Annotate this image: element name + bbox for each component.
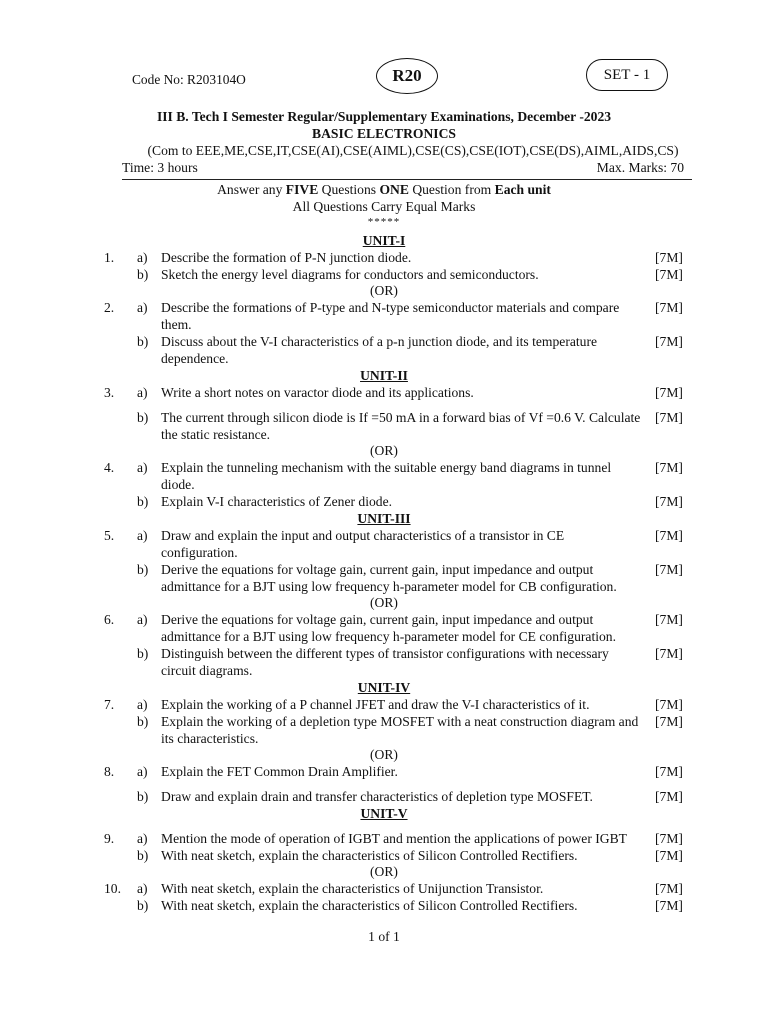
question-part: [0, 561, 768, 595]
instruction-text: Question from: [408, 182, 495, 197]
marks-label: [7M]: [655, 612, 683, 627]
question-text: Explain V-I characteristics of Zener diode.: [161, 494, 393, 509]
question-text: Discuss about the V-I characteristics of a p-n junction diode, and its temperature dependence.: [161, 334, 598, 366]
question-part: [0, 696, 768, 713]
or-separator: (OR): [370, 747, 398, 762]
question-part: [0, 763, 768, 780]
question-text: Explain the FET Common Drain Amplifier.: [161, 764, 398, 779]
part-label: a): [137, 250, 148, 265]
part-label: b): [137, 789, 149, 804]
part-label: b): [137, 898, 149, 913]
question-part: [0, 333, 768, 367]
question-text: Describe the formation of P-N junction diode.: [161, 250, 412, 265]
question-text: Explain the working of a P channel JFET and draw the V-I characteristics of it.: [161, 697, 590, 712]
instruction-emphasis: ONE: [379, 182, 409, 197]
question-part: [0, 266, 768, 283]
question-text: Mention the mode of operation of IGBT and mention the applications of power IGBT: [161, 831, 627, 846]
question-text: Explain the working of a depletion type MOSFET with a neat construction diagram and its characteristics.: [161, 714, 639, 746]
page-footer: 1 of 1: [368, 929, 400, 944]
marks-label: [7M]: [655, 460, 683, 475]
question-part: [0, 611, 768, 645]
marks-label: [7M]: [655, 300, 683, 315]
or-separator: (OR): [370, 595, 398, 610]
questions-section: [0, 232, 768, 914]
question-number: 2.: [104, 300, 115, 315]
subject-title: BASIC ELECTRONICS: [312, 126, 456, 141]
question-text: Describe the formations of P-type and N-type semiconductor materials and compare them.: [161, 300, 620, 332]
code-number: Code No: R203104O: [132, 72, 246, 87]
part-label: a): [137, 300, 148, 315]
question-part: [0, 409, 768, 443]
question-number: 8.: [104, 764, 115, 779]
part-label: b): [137, 410, 149, 425]
marks-label: [7M]: [655, 764, 683, 779]
set-badge: SET - 1: [586, 59, 668, 91]
question-text: The current through silicon diode is If =50 mA in a forward bias of Vf =0.6 V. Calculate the static resistance.: [161, 410, 641, 442]
question-number: 1.: [104, 250, 115, 265]
marks-label: [7M]: [655, 714, 683, 729]
question-text: Derive the equations for voltage gain, current gain, input impedance and output admittance for a BJT using low frequency h-parameter model for CE configuration.: [161, 612, 616, 644]
time-duration: Time: 3 hours: [122, 160, 198, 175]
part-label: a): [137, 460, 148, 475]
part-label: b): [137, 494, 149, 509]
question-part: [0, 459, 768, 493]
exam-title: III B. Tech I Semester Regular/Supplementary Examinations, December -2023: [156, 109, 612, 124]
question-text: Derive the equations for voltage gain, current gain, input impedance and output admittance for a BJT using low frequency h-parameter model for CB configuration.: [161, 562, 617, 594]
marks-label: [7M]: [655, 898, 683, 913]
part-label: a): [137, 764, 148, 779]
question-text: Draw and explain the input and output characteristics of a transistor in CE configuration.: [161, 528, 565, 560]
question-part: [0, 299, 768, 333]
branches-line: (Com to EEE,ME,CSE,IT,CSE(AI),CSE(AIML),CSE(CS),CSE(IOT),CSE(DS),AIML,AIDS,CS): [147, 143, 679, 158]
question-part: [0, 847, 768, 864]
question-number: 10.: [104, 881, 121, 896]
marks-label: [7M]: [655, 881, 683, 896]
marks-label: [7M]: [655, 528, 683, 543]
marks-label: [7M]: [655, 831, 683, 846]
marks-label: [7M]: [655, 494, 683, 509]
unit-heading: UNIT-II: [360, 368, 408, 383]
header-row: [0, 58, 768, 96]
part-label: a): [137, 697, 148, 712]
instruction-emphasis: Each unit: [494, 182, 551, 197]
part-label: b): [137, 714, 149, 729]
question-part: [0, 788, 768, 805]
part-label: b): [137, 562, 149, 577]
question-part: [0, 897, 768, 914]
stars-separator: *****: [367, 216, 401, 228]
marks-label: [7M]: [655, 385, 683, 400]
marks-label: [7M]: [655, 789, 683, 804]
marks-label: [7M]: [655, 410, 683, 425]
part-label: a): [137, 612, 148, 627]
question-part: [0, 880, 768, 897]
unit-heading: UNIT-V: [360, 806, 408, 821]
question-number: 3.: [104, 385, 115, 400]
marks-label: [7M]: [655, 267, 683, 282]
question-text: Explain the tunneling mechanism with the suitable energy band diagrams in tunnel diode.: [161, 460, 612, 492]
or-separator: (OR): [370, 864, 398, 879]
question-text: With neat sketch, explain the characteristics of Unijunction Transistor.: [161, 881, 544, 896]
marks-label: [7M]: [655, 646, 683, 661]
part-label: a): [137, 881, 148, 896]
part-label: b): [137, 267, 149, 282]
part-label: a): [137, 831, 148, 846]
question-text: With neat sketch, explain the characteristics of Silicon Controlled Rectifiers.: [161, 848, 578, 863]
marks-label: [7M]: [655, 250, 683, 265]
or-separator: (OR): [370, 283, 398, 298]
question-part: [0, 384, 768, 401]
question-number: 7.: [104, 697, 115, 712]
part-label: a): [137, 385, 148, 400]
question-text: Distinguish between the different types of transistor configurations with necessary circuit diagrams.: [161, 646, 609, 678]
question-part: [0, 527, 768, 561]
question-part: [0, 713, 768, 747]
question-part: [0, 645, 768, 679]
unit-heading: UNIT-I: [362, 233, 406, 248]
part-label: b): [137, 646, 149, 661]
marks-label: [7M]: [655, 562, 683, 577]
unit-heading: UNIT-III: [357, 511, 411, 526]
instruction-text: Questions: [318, 182, 380, 197]
instruction-emphasis: FIVE: [285, 182, 319, 197]
question-number: 6.: [104, 612, 115, 627]
part-label: b): [137, 848, 149, 863]
part-label: b): [137, 334, 149, 349]
question-number: 9.: [104, 831, 115, 846]
marks-label: [7M]: [655, 848, 683, 863]
question-text: Draw and explain drain and transfer characteristics of depletion type MOSFET.: [161, 789, 593, 804]
max-marks: Max. Marks: 70: [596, 160, 684, 175]
time-marks-row: [122, 160, 684, 178]
instructions-line: [0, 182, 768, 198]
part-label: a): [137, 528, 148, 543]
question-part: [0, 249, 768, 266]
instruction-text: Answer any: [217, 182, 286, 197]
question-text: With neat sketch, explain the characteristics of Silicon Controlled Rectifiers.: [161, 898, 578, 913]
question-text: Write a short notes on varactor diode and its applications.: [161, 385, 474, 400]
unit-heading: UNIT-IV: [357, 680, 411, 695]
question-number: 5.: [104, 528, 115, 543]
question-part: [0, 830, 768, 847]
regulation-badge: R20: [376, 58, 438, 94]
question-number: 4.: [104, 460, 115, 475]
header-divider: [122, 179, 692, 180]
equal-marks-line: All Questions Carry Equal Marks: [292, 199, 476, 214]
marks-label: [7M]: [655, 334, 683, 349]
or-separator: (OR): [370, 443, 398, 458]
question-part: [0, 493, 768, 510]
marks-label: [7M]: [655, 697, 683, 712]
question-text: Sketch the energy level diagrams for conductors and semiconductors.: [161, 267, 539, 282]
